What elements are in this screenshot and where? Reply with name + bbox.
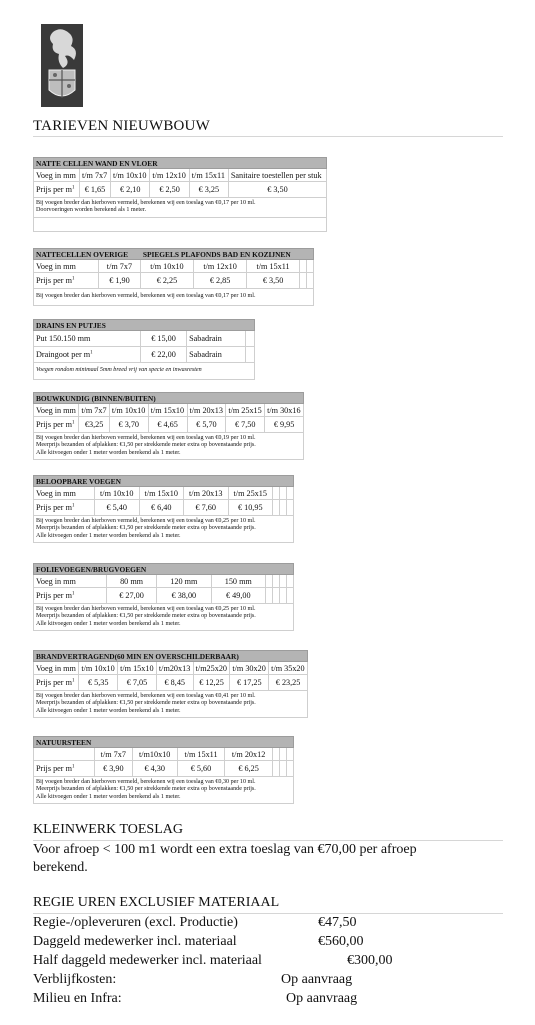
table-cell: t/m 25x15 xyxy=(228,487,273,500)
table-cell xyxy=(280,761,287,777)
price-cell: € 5,60 xyxy=(177,761,224,777)
table-cell: Sanitaire toestellen per stuk xyxy=(228,169,326,182)
table-cell: Voeg in mm xyxy=(34,404,79,417)
table-cell: t/m 20x12 xyxy=(225,748,273,761)
table-cell xyxy=(246,331,255,347)
table-natuursteen xyxy=(33,736,294,804)
table-cell: t/m 15x11 xyxy=(247,260,300,273)
table-cell: t/m 12x10 xyxy=(150,169,189,182)
table-cell: t/m 20x13 xyxy=(187,404,226,417)
table-cell xyxy=(287,575,294,588)
table-cell: Sabadrain xyxy=(187,347,246,363)
price-cell: € 3,50 xyxy=(228,182,326,198)
price-cell: € 12,25 xyxy=(193,675,230,691)
table-beloopbare-voegen xyxy=(33,475,294,543)
table-cell xyxy=(273,761,280,777)
price-cell: € 49,00 xyxy=(211,588,265,604)
table-cell: t/m 7x7 xyxy=(79,404,110,417)
regie-value: €47,50 xyxy=(318,915,357,930)
table-note: Bij voegen breder dan hierboven vermeld, berekenen wij een toeslag van €0,17 per 10 ml. Doorvoeringen worden berekend als 1 meter. xyxy=(34,198,327,218)
table-cell xyxy=(280,500,287,516)
regie-divider xyxy=(33,913,503,914)
table-cell: Voeg in mm xyxy=(34,260,99,273)
table-cell xyxy=(280,748,287,761)
price-label: Prijs per $m^1$ xyxy=(34,500,95,516)
table-cell xyxy=(273,748,280,761)
table-cell: t/m20x13 xyxy=(156,662,193,675)
price-cell: € 5,35 xyxy=(79,675,118,691)
table-cell: 80 mm xyxy=(107,575,157,588)
table-cell: t/m 12x10 xyxy=(194,260,247,273)
table-cell: t/m 15x10 xyxy=(148,404,187,417)
table-header: DRAINS EN PUTJES xyxy=(34,320,255,331)
price-label: Prijs per $m^1$ xyxy=(34,761,95,777)
price-cell: € 4,30 xyxy=(132,761,177,777)
table-nattecellen-overige xyxy=(33,248,314,306)
table-cell: t/m 10x10 xyxy=(111,169,150,182)
table-cell xyxy=(287,500,294,516)
price-cell: € 3,50 xyxy=(247,273,300,289)
table-cell: Draingoot per $m^1$ xyxy=(34,347,141,363)
table-cell: Sabadrain xyxy=(187,331,246,347)
table-header: NATTECELLEN OVERIGE SPIEGELS PLAFONDS BAD EN KOZIJNEN xyxy=(34,249,314,260)
table-cell: t/m 10x10 xyxy=(79,662,118,675)
table-cell xyxy=(280,588,287,604)
table-cell xyxy=(300,273,307,289)
regie-label: Daggeld medewerker incl. materiaal xyxy=(33,934,237,949)
regie-value: Op aanvraag xyxy=(286,991,358,1006)
table-header: BRANDVERTRAGEND(60 MIN EN OVERSCHILDERBAAR) xyxy=(34,651,308,662)
table-cell xyxy=(273,588,280,604)
price-cell: € 2,25 xyxy=(140,273,193,289)
table-cell: t/m 10x10 xyxy=(109,404,148,417)
company-logo xyxy=(41,24,83,107)
kleinwerk-line-2: berekend. xyxy=(33,860,88,875)
table-note: Bij voegen breder dan hierboven vermeld, berekenen wij een toeslag van €0,19 per 10 ml. Meerprijs bezanden of afplakken: €1,50 per strekkende meter extra op bovenstaande prijs. Alle kitvoegen onder 1 meter worden berekend als 1 meter. xyxy=(34,433,304,460)
price-cell: € 5,40 xyxy=(95,500,140,516)
price-cell: € 7,60 xyxy=(184,500,229,516)
table-cell xyxy=(307,273,314,289)
price-cell: € 10,95 xyxy=(228,500,273,516)
price-cell: € 3,25 xyxy=(189,182,228,198)
table-header: FOLIEVOEGEN/BRUGVOEGEN xyxy=(34,564,294,575)
price-cell: € 2,50 xyxy=(150,182,189,198)
price-cell: € 7,50 xyxy=(226,417,265,433)
kleinwerk-line-1: Voor afroep < 100 m1 wordt een extra toeslag van €70,00 per afroep xyxy=(33,842,417,857)
price-cell: € 27,00 xyxy=(107,588,157,604)
table-cell xyxy=(287,588,294,604)
table-cell: t/m 15x11 xyxy=(177,748,224,761)
regie-value: €560,00 xyxy=(318,934,364,949)
regie-title: REGIE UREN EXCLUSIEF MATERIAAL xyxy=(33,895,280,910)
price-cell: € 8,45 xyxy=(156,675,193,691)
price-cell: € 1,90 xyxy=(99,273,141,289)
price-cell: € 17,25 xyxy=(230,675,269,691)
price-cell: € 2,10 xyxy=(111,182,150,198)
table-cell xyxy=(266,575,273,588)
table-cell xyxy=(280,575,287,588)
table-cell: t/m 10x10 xyxy=(140,260,193,273)
price-cell: € 23,25 xyxy=(269,675,308,691)
regie-label: Half daggeld medewerker incl. materiaal xyxy=(33,953,262,968)
price-cell: € 4,65 xyxy=(148,417,187,433)
table-note: Bij voegen breder dan hierboven vermeld, berekenen wij een toeslag van €0,30 per 10 ml. Meerprijs bezanden of afplakken: €1,50 per strekkende meter extra op bovenstaande prijs. Alle kitvoegen onder 1 meter worden berekend als 1 meter. xyxy=(34,777,294,804)
price-cell: € 38,00 xyxy=(157,588,211,604)
regie-label: Verblijfkosten: xyxy=(33,972,117,987)
table-cell: t/m 7x7 xyxy=(80,169,111,182)
table-cell: t/m 7x7 xyxy=(99,260,141,273)
table-note: Bij voegen breder dan hierboven vermeld, berekenen wij een toeslag van €0,17 per 10 ml. xyxy=(34,289,314,306)
table-note: Bij voegen breder dan hierboven vermeld, berekenen wij een toeslag van €0,25 per 10 ml. Meerprijs bezanden of afplakken: €1,50 per strekkende meter extra op bovenstaande prijs. Alle kitvoegen onder 1 meter worden berekend als 1 meter. xyxy=(34,604,294,631)
table-cell: Voeg in mm xyxy=(34,487,95,500)
price-cell: € 2,85 xyxy=(194,273,247,289)
table-cell: Put 150.150 mm xyxy=(34,331,141,347)
price-label: Prijs per $m^1$ xyxy=(34,675,79,691)
table-cell: t/m25x20 xyxy=(193,662,230,675)
price-cell: € 9,95 xyxy=(265,417,304,433)
table-cell: Voeg in mm xyxy=(34,662,79,675)
table-cell xyxy=(287,487,294,500)
table-cell: t/m 20x13 xyxy=(184,487,229,500)
table-cell: 150 mm xyxy=(211,575,265,588)
price-label: Prijs per $m^1$ xyxy=(34,417,79,433)
table-natte-cellen xyxy=(33,157,327,232)
regie-value: Op aanvraag xyxy=(281,972,353,987)
price-cell: € 3,70 xyxy=(109,417,148,433)
table-cell: t/m 15x10 xyxy=(139,487,184,500)
price-cell: € 6,25 xyxy=(225,761,273,777)
table-note: Voegen rondom minimaal 5mm breed vrij van specie en inwasresten xyxy=(34,363,255,380)
table-cell xyxy=(273,575,280,588)
price-cell: € 22,00 xyxy=(141,347,187,363)
table-cell xyxy=(246,347,255,363)
page-title: TARIEVEN NIEUWBOUW xyxy=(33,118,210,134)
table-cell xyxy=(266,588,273,604)
title-divider xyxy=(33,136,503,137)
table-cell: t/m 35x20 xyxy=(269,662,308,675)
price-cell: € 3,90 xyxy=(95,761,133,777)
price-cell: € 5,70 xyxy=(187,417,226,433)
price-cell: € 15,00 xyxy=(141,331,187,347)
table-header: NATTE CELLEN WAND EN VLOER xyxy=(34,158,327,169)
table-note: Bij voegen breder dan hierboven vermeld, berekenen wij een toeslag van €0,25 per 10 ml. Meerprijs bezanden of afplakken: €1,50 per strekkende meter extra op bovenstaande prijs. Alle kitvoegen onder 1 meter worden berekend als 1 meter. xyxy=(34,516,294,543)
price-cell: €3,25 xyxy=(79,417,110,433)
table-cell: Voeg in mm xyxy=(34,575,107,588)
table-cell xyxy=(273,487,280,500)
table-cell: t/m 25x15 xyxy=(226,404,265,417)
table-note: Bij voegen breder dan hierboven vermeld, berekenen wij een toeslag van €0,41 per 10 ml. Meerprijs bezanden of afplakken: €1,50 per strekkende meter extra op bovenstaande prijs. Alle kitvoegen onder 1 meter worden berekend als 1 meter. xyxy=(34,691,308,718)
regie-value: €300,00 xyxy=(347,953,393,968)
price-label: Prijs per $m^1$ xyxy=(34,182,80,198)
price-label: Prijs per $m^1$ xyxy=(34,273,99,289)
table-cell: t/m 30x20 xyxy=(230,662,269,675)
table-header: BOUWKUNDIG (BINNEN/BUITEN) xyxy=(34,393,304,404)
table-cell: t/m 15x10 xyxy=(118,662,157,675)
kleinwerk-divider xyxy=(33,840,503,841)
regie-label: Milieu en Infra: xyxy=(33,991,122,1006)
table-folievoegen xyxy=(33,563,294,631)
table-header: NATUURSTEEN xyxy=(34,737,294,748)
table-cell xyxy=(34,748,95,761)
table-header: BELOOPBARE VOEGEN xyxy=(34,476,294,487)
table-cell xyxy=(280,487,287,500)
table-cell: Voeg in mm xyxy=(34,169,80,182)
price-label: Prijs per $m^1$ xyxy=(34,588,107,604)
table-bouwkundig xyxy=(33,392,304,460)
table-cell: t/m 30x16 xyxy=(265,404,304,417)
table-cell: t/m10x10 xyxy=(132,748,177,761)
kleinwerk-title: KLEINWERK TOESLAG xyxy=(33,822,183,837)
table-cell: t/m 15x11 xyxy=(189,169,228,182)
table-cell xyxy=(307,260,314,273)
table-cell: t/m 7x7 xyxy=(95,748,133,761)
empty-row xyxy=(34,217,327,231)
table-cell xyxy=(273,500,280,516)
price-cell: € 1,65 xyxy=(80,182,111,198)
regie-label: Regie-/opleveruren (excl. Productie) xyxy=(33,915,238,930)
table-cell xyxy=(287,748,294,761)
table-brandvertragend xyxy=(33,650,308,718)
table-cell xyxy=(300,260,307,273)
table-cell: t/m 10x10 xyxy=(95,487,140,500)
table-cell: 120 mm xyxy=(157,575,211,588)
table-drains xyxy=(33,319,255,380)
price-cell: € 6,40 xyxy=(139,500,184,516)
table-cell xyxy=(287,761,294,777)
price-cell: € 7,05 xyxy=(118,675,157,691)
